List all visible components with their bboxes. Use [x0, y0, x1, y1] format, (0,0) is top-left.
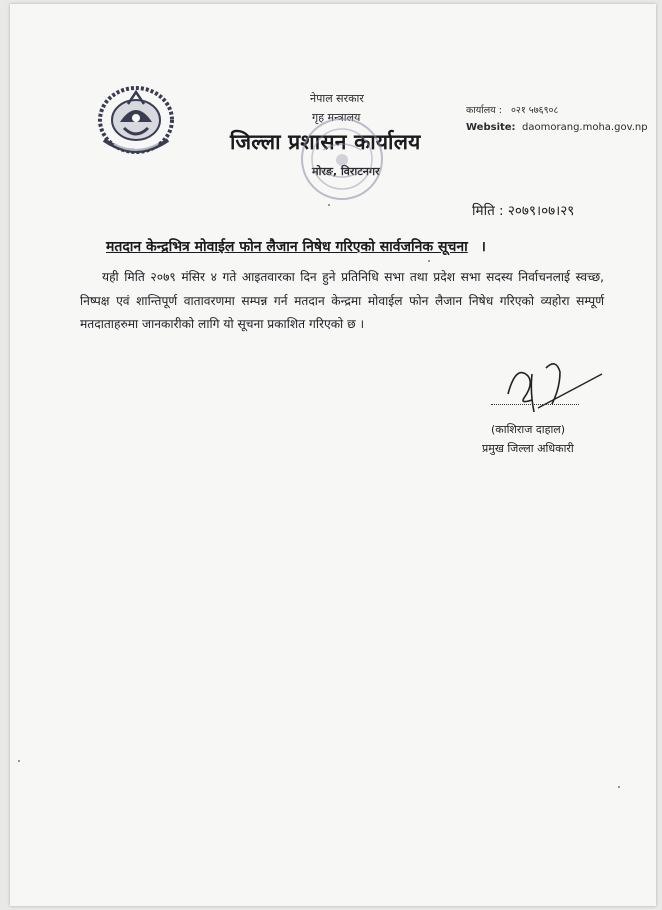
scan-speck	[618, 786, 620, 788]
office-website	[466, 122, 648, 133]
notice-date: मिति : २०७९।०७।२९	[472, 203, 575, 219]
place-line: मोरङ, विराटनगर	[312, 165, 380, 178]
notice-body: यही मिति २०७९ मंसिर ४ गते आइतवारका दिन हुने प्रतिनिधि सभा तथा प्रदेश सभा सदस्य निर्वाचनलाई स्वच्छ, निष्पक्ष एवं शान्तिपूर्ण वातावरणमा सम्पन्न गर्न मतदान केन्द्रमा मोवाईल फोन लैजान निषेध गरिएको व्यहोरा सम्पूर्ण मतदाताहरुमा जानकारीको लागि यो सूचना प्रकाशित गरिएको छ ।	[80, 270, 604, 331]
notice-page	[10, 4, 656, 906]
nepal-emblem-icon	[94, 78, 178, 158]
phone-label: कार्यालय :	[466, 105, 502, 116]
signatory-title: प्रमुख जिल्ला अधिकारी	[482, 442, 574, 455]
subject-text: मतदान केन्द्रभित्र मोवाईल फोन लैजान निषेध गरिएको सार्वजनिक सूचना	[106, 239, 468, 255]
office-phone	[466, 103, 558, 116]
signature-icon	[494, 354, 612, 416]
website-label: Website:	[466, 122, 516, 133]
scan-speck	[18, 760, 20, 762]
office-title: जिल्ला प्रशासन कार्यालय	[230, 130, 421, 154]
office-stamp-icon	[293, 110, 391, 208]
signatory-name: (काशिराज दाहाल)	[491, 423, 566, 436]
scan-speck	[328, 204, 330, 206]
signature-line	[491, 404, 579, 405]
phone-value: ०२१ ५७६९०८	[510, 105, 559, 116]
notice-subject	[106, 237, 576, 256]
scan-speck	[428, 260, 430, 262]
website-value: daomorang.moha.gov.np	[522, 122, 648, 133]
ministry-line: गृह मन्त्रालय	[312, 111, 361, 124]
subject-end: ।	[480, 239, 486, 255]
gov-line: नेपाल सरकार	[310, 92, 364, 105]
